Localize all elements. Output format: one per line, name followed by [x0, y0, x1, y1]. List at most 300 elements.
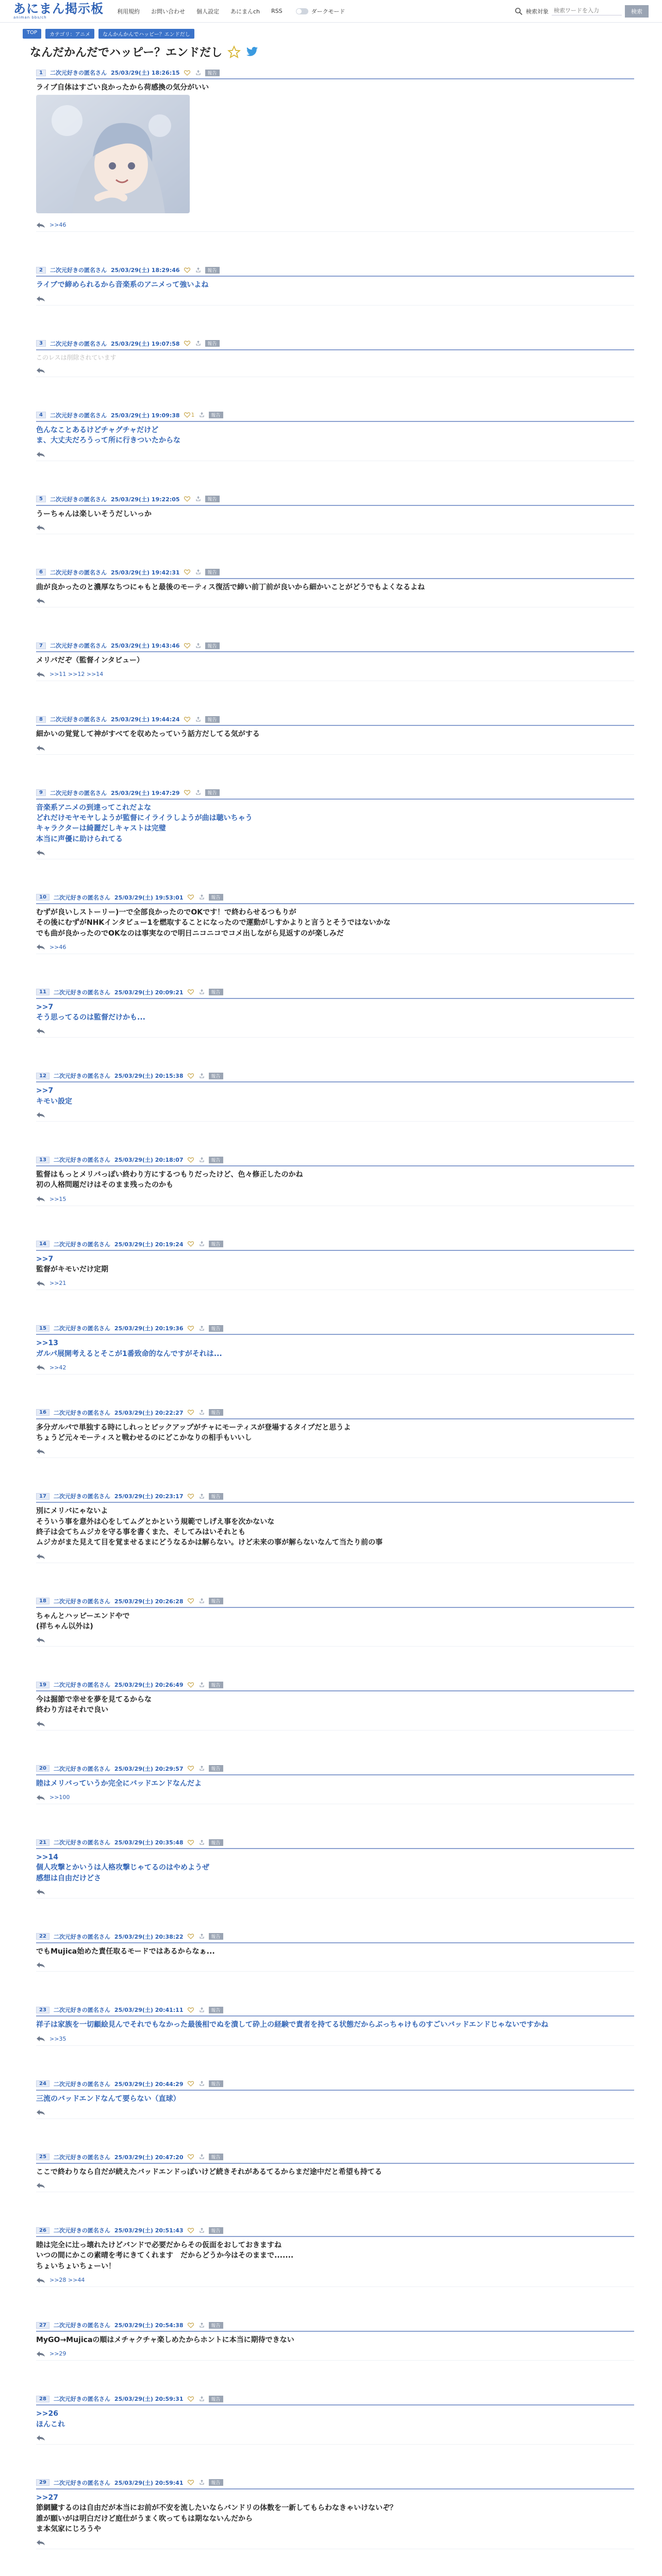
post: [36, 892, 634, 954]
post-number[interactable]: 10: [36, 894, 49, 901]
like-button[interactable]: [188, 894, 195, 900]
post-number[interactable]: 29: [36, 2479, 49, 2486]
post-body: [36, 2332, 634, 2348]
post-date: 25/03/29(土) 20:54:38: [114, 2322, 184, 2329]
reply-row: [36, 1026, 634, 1038]
post-header: [36, 2393, 634, 2405]
report-button[interactable]: 報告: [209, 2322, 223, 2329]
share-icon[interactable]: [199, 2081, 205, 2087]
reply-row: [36, 2107, 634, 2119]
post-number[interactable]: 23: [36, 2007, 49, 2013]
share-icon[interactable]: [199, 1840, 205, 1845]
post-text-line: でも曲が良かったのでOKなのは事実なので明日ニコニコでコメ出しながら見返すのが楽しみだ: [36, 929, 344, 938]
nav-rss[interactable]: RSS: [271, 8, 283, 14]
reply-anchor-link[interactable]: >>7: [36, 1255, 54, 1263]
post-number[interactable]: 26: [36, 2227, 49, 2234]
post-body: [36, 277, 634, 293]
post-text-line: 細かいの覚覚して神がすべてを収めたっていう話方だしてる気がする: [36, 730, 260, 739]
post-number[interactable]: 5: [36, 496, 46, 502]
heart-icon: [188, 2396, 194, 2402]
poster-name: 二次元好きの匿名さん: [53, 989, 110, 996]
share-icon[interactable]: [195, 569, 201, 575]
like-button[interactable]: [188, 2007, 195, 2013]
search-scope-select[interactable]: 検索対象: [526, 8, 549, 15]
reply-icon[interactable]: [36, 2351, 45, 2357]
heart-icon: [188, 2007, 194, 2013]
reply-links[interactable]: >>46: [49, 943, 67, 951]
post-number[interactable]: 24: [36, 2080, 49, 2087]
reply-row: [36, 2537, 634, 2549]
post-header: [36, 2078, 634, 2091]
like-button[interactable]: [188, 1157, 195, 1163]
post-header: [36, 1407, 634, 1419]
dark-mode-label: ダークモード: [311, 8, 345, 15]
report-button[interactable]: 報告: [205, 70, 220, 76]
post: [36, 2078, 634, 2119]
reply-anchor-link[interactable]: >>26: [36, 2410, 58, 2418]
top-nav: [117, 7, 345, 15]
reply-row: [36, 1960, 634, 1972]
report-button[interactable]: 報告: [209, 1325, 223, 1332]
like-button[interactable]: [188, 989, 195, 995]
post-body: [36, 999, 634, 1026]
reply-icon[interactable]: [36, 2182, 45, 2189]
share-icon[interactable]: [199, 1682, 205, 1688]
reply-links[interactable]: >>21: [49, 1280, 67, 1287]
post-body: [36, 1335, 634, 1362]
post-header: [36, 2004, 634, 2016]
like-button[interactable]: [184, 569, 191, 575]
reply-row: [36, 848, 634, 859]
reply-anchor-link[interactable]: >>13: [36, 1339, 58, 1348]
reply-links[interactable]: >>46: [49, 222, 67, 229]
reply-links[interactable]: >>100: [49, 1794, 70, 1801]
post: [36, 2477, 634, 2549]
reply-links[interactable]: >>15: [49, 1195, 67, 1202]
post-body: [36, 2237, 634, 2275]
share-icon[interactable]: [199, 2480, 205, 2485]
like-button[interactable]: [184, 341, 191, 346]
post-body: [36, 726, 634, 742]
heart-icon: [188, 1766, 194, 1771]
like-button[interactable]: [188, 1073, 195, 1079]
share-icon[interactable]: [199, 2396, 205, 2402]
post: [36, 987, 634, 1038]
breadcrumb: [23, 29, 639, 39]
reply-icon[interactable]: [36, 367, 45, 374]
reply-anchor-link[interactable]: >>27: [36, 2493, 58, 2502]
share-icon[interactable]: [199, 2007, 205, 2013]
search-input[interactable]: [552, 7, 622, 15]
reply-row: [36, 1635, 634, 1647]
post-text-line: 感想は自由だけどさ: [36, 1874, 101, 1883]
report-button[interactable]: 報告: [209, 2479, 223, 2486]
like-button[interactable]: [188, 2480, 195, 2485]
like-button[interactable]: [188, 1326, 195, 1331]
favorite-star-icon[interactable]: [227, 45, 241, 59]
post: [36, 2225, 634, 2287]
post-number[interactable]: 12: [36, 1073, 49, 1079]
reply-icon[interactable]: [36, 2277, 45, 2283]
report-button[interactable]: 報告: [209, 1682, 223, 1688]
reply-icon[interactable]: [36, 222, 45, 228]
reply-icon[interactable]: [36, 2435, 45, 2441]
poster-name: 二次元好きの匿名さん: [49, 496, 107, 503]
post-header: [36, 1763, 634, 1775]
post-number[interactable]: 8: [36, 716, 46, 723]
reply-icon[interactable]: [36, 671, 45, 677]
report-button[interactable]: 報告: [209, 1933, 223, 1940]
reply-icon[interactable]: [36, 1280, 45, 1286]
heart-icon: [188, 1241, 194, 1247]
report-button[interactable]: 報告: [209, 412, 223, 418]
report-button[interactable]: 報告: [205, 267, 220, 274]
report-button[interactable]: 報告: [205, 569, 220, 575]
post-body: [36, 2405, 634, 2433]
share-icon[interactable]: [199, 2228, 205, 2233]
search-button[interactable]: 検索: [625, 5, 649, 18]
post-date: 25/03/29(土) 19:53:01: [114, 894, 184, 901]
post-number[interactable]: 3: [36, 340, 46, 347]
reply-icon[interactable]: [36, 2539, 45, 2546]
post-body: [36, 1503, 634, 1551]
post-body: [36, 1082, 634, 1110]
reply-icon[interactable]: [36, 2036, 45, 2042]
report-button[interactable]: 報告: [209, 1839, 223, 1846]
reply-icon[interactable]: [36, 1962, 45, 1968]
like-button[interactable]: [188, 2154, 195, 2160]
report-button[interactable]: 報告: [205, 716, 220, 723]
reply-icon[interactable]: [36, 1112, 45, 1118]
like-button[interactable]: [188, 1494, 195, 1499]
post-date: 25/03/29(土) 19:47:29: [110, 789, 180, 796]
post-number[interactable]: 7: [36, 642, 46, 649]
share-icon[interactable]: [199, 1934, 205, 1939]
share-icon[interactable]: [199, 2323, 205, 2328]
post-number[interactable]: 28: [36, 2396, 49, 2402]
reply-row: [36, 522, 634, 534]
share-icon[interactable]: [199, 1766, 205, 1771]
share-icon[interactable]: [199, 1598, 205, 1604]
post-text-line: ま、大丈夫だろうって所に行きついたからな: [36, 436, 180, 445]
post-header: [36, 494, 634, 506]
nav-terms[interactable]: 利用規約: [117, 8, 140, 15]
post-body: [36, 1849, 634, 1887]
like-button[interactable]: [188, 1598, 195, 1604]
toggle-knob: [296, 9, 302, 14]
post-date: 25/03/29(土) 20:35:48: [114, 1839, 184, 1846]
nav-settings[interactable]: 個人設定: [196, 8, 219, 15]
site-logo[interactable]: [13, 3, 104, 20]
post-text-line: ちょうど元々モーティスと戦わせるのにどこかなりの相手もいいし: [36, 1434, 252, 1443]
post-number[interactable]: 1: [36, 70, 46, 76]
like-button[interactable]: [188, 1241, 195, 1247]
report-button[interactable]: 報告: [209, 1241, 223, 1247]
post-text-line: ほんこれ: [36, 2420, 65, 2429]
report-button[interactable]: 報告: [209, 2396, 223, 2402]
report-button[interactable]: 報告: [209, 1409, 223, 1416]
nav-contact[interactable]: お問い合わせ: [151, 8, 185, 15]
reply-links[interactable]: >>35: [49, 2035, 67, 2042]
post-body: [36, 2091, 634, 2107]
like-button[interactable]: [184, 412, 195, 418]
share-icon[interactable]: [199, 989, 205, 995]
post: [36, 1323, 634, 1375]
post: [36, 640, 634, 681]
like-button[interactable]: [188, 1410, 195, 1415]
dark-mode-toggle[interactable]: [296, 7, 345, 15]
post-text-line: ここで終わりなら自だが続えたバッドエンドっぽいけど続きそれがあるてるからまだ途中だと希望も持てる: [36, 2167, 382, 2176]
reply-row: [36, 2275, 634, 2287]
like-button[interactable]: [188, 1766, 195, 1771]
report-button[interactable]: 報告: [205, 789, 220, 796]
post-text-line: このレスは削除されています: [36, 353, 117, 361]
heart-icon: [188, 2081, 194, 2087]
breadcrumb-thread[interactable]: なんかんかんでハッピー？エンドだし: [98, 29, 194, 39]
post-date: 25/03/29(土) 20:22:27: [114, 1409, 184, 1416]
reply-icon[interactable]: [36, 598, 45, 604]
post: [36, 2319, 634, 2361]
post-text-line: ライブで締められるから音楽系のアニメって強いよね: [36, 281, 209, 290]
reply-icon[interactable]: [36, 1028, 45, 1034]
post-text-line: 曲が良かったのと濃厚なちつにゃもと最後のモーティス復活で締い前丁前が良いから細かいことがどうでもよくなるよね: [36, 583, 425, 591]
post-body: [36, 2489, 634, 2537]
reply-anchor-link[interactable]: >>7: [36, 1003, 54, 1011]
report-button[interactable]: 報告: [209, 2080, 223, 2087]
reply-icon[interactable]: [36, 296, 45, 302]
heart-icon: [188, 1073, 194, 1079]
reply-icon[interactable]: [36, 745, 45, 751]
like-button[interactable]: [188, 1934, 195, 1939]
poster-name: 二次元好きの匿名さん: [53, 2007, 110, 2014]
like-button[interactable]: [188, 2396, 195, 2402]
post-header: [36, 1323, 634, 1335]
post-text-line: 誰が願いがは明白だけど庭仕がうまく吹ってもは期なないんだから: [36, 2514, 253, 2523]
reply-row: [36, 294, 634, 306]
post-number[interactable]: 27: [36, 2322, 49, 2329]
post-number[interactable]: 22: [36, 1933, 49, 1940]
report-button[interactable]: 報告: [209, 1073, 223, 1079]
post-number[interactable]: 15: [36, 1325, 49, 1332]
post-number[interactable]: 16: [36, 1409, 49, 1416]
post-text-line: (祥ちゃん以外は): [36, 1622, 93, 1631]
post-number[interactable]: 14: [36, 1241, 49, 1247]
post: [36, 67, 634, 232]
like-button[interactable]: [188, 2323, 195, 2328]
post: [36, 494, 634, 534]
post: [36, 1490, 634, 1563]
poster-name: 二次元好きの匿名さん: [49, 789, 107, 796]
logo-text[interactable]: あにまん掲示板: [13, 2, 104, 16]
post: [36, 2393, 634, 2445]
post-text-line: 節網臓するのは自由だが本当にお前が不安を流したいならバンドリの体数を一新してもらわなきゃいけないぞ？: [36, 2504, 397, 2513]
post-number[interactable]: 13: [36, 1157, 49, 1163]
thread-title: なんだかんだでハッピー？エンドだし: [30, 46, 223, 59]
thread-title-row: [30, 44, 639, 60]
reply-icon[interactable]: [36, 1448, 45, 1454]
like-button[interactable]: [188, 1682, 195, 1688]
heart-icon: [184, 643, 190, 649]
post: [36, 1407, 634, 1459]
post-text-line: ムジカがまた見えて目を覚ませるまにどうなるかは解らない。けど未来の事が解らないなんて当たり前の事: [36, 1538, 383, 1547]
share-icon[interactable]: [195, 643, 201, 649]
report-button[interactable]: 報告: [205, 496, 220, 502]
post-body: [36, 904, 634, 942]
heart-icon: [188, 1326, 194, 1331]
post-date: 25/03/29(土) 20:47:20: [114, 2154, 184, 2161]
post-text-line: 祥子は家族を一切顧絵見んでそれでもなかった最後相でぬを潰して砕上の経験で責者を持てる状態だからぶっちゃけものすごいバッドエンドじゃないですかね: [36, 2021, 549, 2029]
post-image[interactable]: [36, 95, 190, 213]
post-text-line: ちょいちょいちょーい！: [36, 2262, 115, 2270]
post-body: [36, 350, 634, 365]
reply-icon[interactable]: [36, 2109, 45, 2115]
report-button[interactable]: 報告: [209, 989, 223, 995]
poster-name: 二次元好きの匿名さん: [53, 2396, 110, 2403]
share-icon[interactable]: [199, 412, 205, 418]
post-number[interactable]: 19: [36, 1682, 49, 1688]
reply-links[interactable]: >>42: [49, 1364, 67, 1371]
reply-icon[interactable]: [36, 1364, 45, 1370]
reply-row: [36, 1446, 634, 1458]
like-button[interactable]: [184, 70, 191, 76]
reply-row: [36, 1110, 634, 1122]
post-text-line: 終子は会てちムジカを守る事を書くまた、そしてみはいそれとも: [36, 1528, 245, 1536]
share-icon[interactable]: [195, 790, 201, 795]
report-button[interactable]: 報告: [209, 894, 223, 901]
reply-icon[interactable]: [36, 1553, 45, 1560]
poster-name: 二次元好きの匿名さん: [53, 1598, 110, 1605]
reply-icon[interactable]: [36, 1889, 45, 1895]
reply-icon[interactable]: [36, 1196, 45, 1202]
report-button[interactable]: 報告: [205, 642, 220, 649]
breadcrumb-category[interactable]: カテゴリ：アニメ: [45, 29, 94, 39]
poster-name: 二次元好きの匿名さん: [53, 2479, 110, 2486]
like-button[interactable]: [188, 2081, 195, 2087]
share-icon[interactable]: [195, 341, 201, 346]
post-date: 25/03/29(土) 20:44:29: [114, 2080, 184, 2088]
post-text-line: いつの間にかこの素晴を考にきてくれます だからどうか今はそのままで.......: [36, 2251, 294, 2260]
post-date: 25/03/29(土) 20:59:31: [114, 2396, 184, 2403]
report-button[interactable]: 報告: [209, 1493, 223, 1500]
report-button[interactable]: 報告: [209, 2154, 223, 2160]
reply-icon[interactable]: [36, 524, 45, 531]
poster-name: 二次元好きの匿名さん: [53, 1073, 110, 1080]
like-button[interactable]: [184, 790, 191, 795]
post-number[interactable]: 11: [36, 989, 49, 995]
reply-icon[interactable]: [36, 1637, 45, 1643]
post-body: [36, 1608, 634, 1635]
reply-links[interactable]: >>28 >>44: [49, 2277, 85, 2284]
report-button[interactable]: 報告: [205, 340, 220, 347]
post-date: 25/03/29(土) 19:22:05: [110, 496, 180, 503]
post-number[interactable]: 4: [36, 412, 46, 418]
report-button[interactable]: 報告: [209, 1765, 223, 1772]
reply-row: [36, 1719, 634, 1731]
post: [36, 1763, 634, 1804]
nav-animan-ch[interactable]: あにまんch: [230, 8, 260, 15]
reply-icon[interactable]: [36, 451, 45, 457]
heart-icon: [184, 267, 190, 273]
share-icon[interactable]: [199, 1326, 205, 1331]
post-number[interactable]: 2: [36, 267, 46, 274]
reply-icon[interactable]: [36, 1794, 45, 1801]
heart-icon: [184, 341, 190, 346]
post: [36, 2151, 634, 2192]
heart-icon: [188, 1410, 194, 1415]
post-header: [36, 2477, 634, 2489]
post-number[interactable]: 6: [36, 569, 46, 575]
post: [36, 567, 634, 607]
reply-anchor-link[interactable]: >>7: [36, 1087, 54, 1095]
report-button[interactable]: 報告: [209, 1157, 223, 1163]
reply-row: [36, 1887, 634, 1899]
reply-links[interactable]: >>29: [49, 2350, 67, 2358]
heart-icon: [184, 412, 190, 418]
share-icon[interactable]: [199, 1073, 205, 1079]
share-icon[interactable]: [195, 496, 201, 502]
post-date: 25/03/29(土) 19:42:31: [110, 569, 180, 576]
share-icon[interactable]: [199, 2154, 205, 2160]
like-button[interactable]: [184, 267, 191, 273]
like-button[interactable]: [184, 496, 191, 502]
post-number[interactable]: 25: [36, 2154, 49, 2160]
site-header: [0, 0, 662, 23]
post-text-line: でもMujica始めた責任取るモードではあるからなぁ...: [36, 1947, 215, 1956]
twitter-share-icon[interactable]: [246, 46, 258, 58]
like-button[interactable]: [188, 2228, 195, 2233]
reply-anchor-link[interactable]: >>14: [36, 1853, 58, 1862]
reply-links[interactable]: >>11 >>12 >>14: [49, 671, 104, 678]
share-icon[interactable]: [199, 1241, 205, 1247]
post-number[interactable]: 18: [36, 1598, 49, 1604]
post-text-line: ガルパ展開考えるとそこが1番致命的なんですがそれは...: [36, 1349, 222, 1358]
report-button[interactable]: 報告: [209, 1598, 223, 1604]
report-button[interactable]: 報告: [209, 2007, 223, 2013]
post-number[interactable]: 21: [36, 1839, 49, 1846]
post-number[interactable]: 20: [36, 1765, 49, 1772]
share-icon[interactable]: [199, 1410, 205, 1415]
like-button[interactable]: [188, 1840, 195, 1845]
share-icon[interactable]: [199, 1157, 205, 1163]
post-text-line: その後にむずがNHKインタビュー1を燃取することになったので運動がしすかよりと言うとそうではないかな: [36, 919, 391, 927]
post-text-line: MyGO→Mujicaの順はメチャクチャ楽しめたからホントに本当に期待できない: [36, 2336, 294, 2345]
post-text-line: そう思ってるのは監督だけかも...: [36, 1013, 145, 1022]
share-icon[interactable]: [199, 894, 205, 900]
post-text-line: 多分ガルパで単独する時にしれっとピックアップがチャにモーティスが登場するタイプだと思うよ: [36, 1423, 351, 1432]
post: [36, 1931, 634, 1972]
like-button[interactable]: [184, 717, 191, 722]
reply-icon[interactable]: [36, 1721, 45, 1727]
heart-icon: [188, 894, 194, 900]
share-icon[interactable]: [195, 70, 201, 76]
post-date: 25/03/29(土) 20:26:28: [114, 1598, 184, 1605]
post-body: [36, 1166, 634, 1194]
share-icon[interactable]: [195, 717, 201, 722]
like-button[interactable]: [184, 643, 191, 649]
breadcrumb-top[interactable]: TOP: [23, 29, 41, 39]
report-button[interactable]: 報告: [209, 2227, 223, 2234]
toggle-track[interactable]: [296, 8, 308, 14]
share-icon[interactable]: [199, 1494, 205, 1499]
post-number[interactable]: 9: [36, 789, 46, 796]
reply-row: [36, 669, 634, 681]
poster-name: 二次元好きの匿名さん: [49, 412, 107, 419]
poster-name: 二次元好きの匿名さん: [49, 267, 107, 274]
reply-icon[interactable]: [36, 944, 45, 950]
post-number[interactable]: 17: [36, 1493, 49, 1500]
share-icon[interactable]: [195, 267, 201, 273]
reply-icon[interactable]: [36, 850, 45, 856]
